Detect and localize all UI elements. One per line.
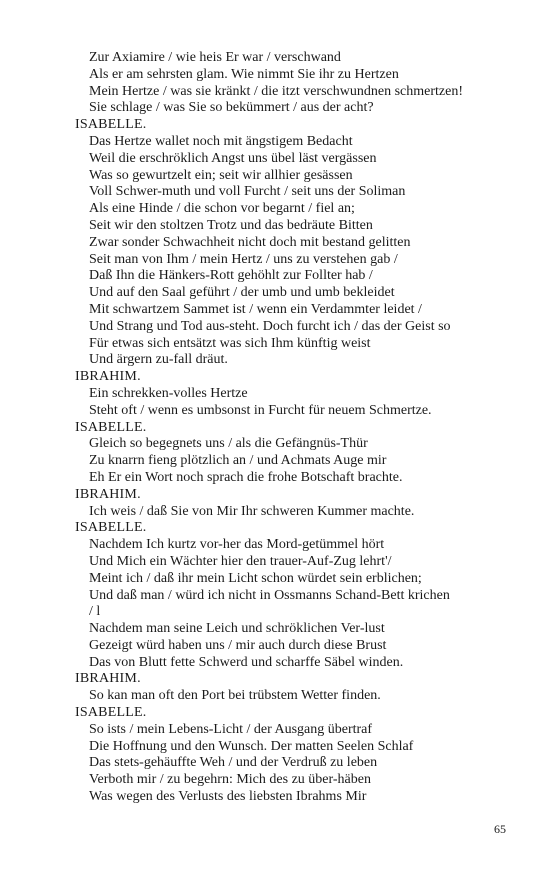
verse-line: So ists / mein Lebens-Licht / der Ausgang übertraf [89,721,373,737]
verse-line: Seit wir den stoltzen Trotz und das bedräute Bitten [89,217,373,233]
verse-line: Nachdem man seine Leich und schröklichen Ver-lust [89,621,385,637]
verse-line: Als er am sehrsten glam. Wie nimmt Sie ihr zu Hertzen [89,66,399,82]
verse-line: Nachdem Ich kurtz vor-her das Mord-getümmel hört [89,537,385,553]
verse-line: Verboth mir / zu begehrn: Mich des zu über-häben [89,772,371,788]
verse-line: Das Hertze wallet noch mit ängstigem Bedacht [89,133,353,149]
verse-line: So kan man oft den Port bei trübstem Wetter finden. [89,688,381,704]
verse-line: Zu knarrn fieng plötzlich an / und Achmats Auge mir [89,453,387,469]
speaker-name: ISABELLE. [75,117,147,133]
speaker-name: IBRAHIM. [75,671,141,687]
verse-line: Was so gewurtzelt ein; seit wir allhier gesässen [89,167,353,183]
verse-line: Und Strang und Tod aus-steht. Doch furcht ich / das der Geist so [89,318,451,334]
verse-line: Und auf den Saal geführt / der umb und umb bekleidet [89,285,395,301]
verse-line: Gezeigt würd haben uns / mir auch durch diese Brust [89,637,387,653]
verse-line: Und ärgern zu-fall dräut. [89,352,228,368]
verse-line: Voll Schwer-muth und voll Furcht / seit uns der Soliman [89,184,406,200]
verse-line: Steht oft / wenn es umbsonst in Furcht für neuem Schmertze. [89,402,432,418]
verse-line: Mein Hertze / was sie kränkt / die itzt verschwundnen schmertzen! [89,83,463,99]
speaker-name: ISABELLE. [75,419,147,435]
verse-line: Das stets-gehäuffte Weh / und der Verdruß zu leben [89,755,378,771]
verse-line: Was wegen des Verlusts des liebsten Ibrahms Mir [89,789,367,805]
verse-line: Ein schrekken-volles Hertze [89,385,248,401]
speaker-name: IBRAHIM. [75,369,141,385]
verse-line: Für etwas sich entsätzt was sich Ihm künftig weist [89,335,371,351]
page-number: 65 [494,822,506,836]
verse-line: Und daß man / würd ich nicht in Ossmanns Schand-Bett krichen [89,587,450,603]
verse-line: Eh Er ein Wort noch sprach die frohe Botschaft brachte. [89,469,403,485]
verse-line: Sie schlage / was Sie so bekümmert / aus der acht? [89,100,374,116]
verse-line: Seit man von Ihm / mein Hertz / uns zu verstehen gab / [89,251,398,267]
verse-line: Als eine Hinde / die schon vor begarnt / fiel an; [89,201,355,217]
verse-line: / l [89,604,101,620]
verse-line: Gleich so begegnets uns / als die Gefängnüs-Thür [89,436,368,452]
verse-line: Weil die erschröklich Angst uns übel läst vergässen [89,150,377,166]
verse-line: Meint ich / daß ihr mein Licht schon würdet sein erblichen; [89,570,422,586]
speaker-name: IBRAHIM. [75,486,141,502]
verse-line: Und Mich ein Wächter hier den trauer-Auf-Zug lehrt'/ [89,553,392,569]
verse-line: Das von Blutt fette Schwerd und scharffe Säbel winden. [89,654,404,670]
verse-line: Ich weis / daß Sie von Mir Ihr schweren Kummer machte. [89,503,415,519]
verse-line: Zur Axiamire / wie heis Er war / verschwand [89,50,341,65]
verse-line: Daß Ihn die Hänkers-Rott gehöhlt zur Follter hab / [89,268,373,284]
speaker-name: ISABELLE. [75,520,147,536]
play-text-block [75,50,515,806]
verse-line: Die Hoffnung und den Wunsch. Der matten Seelen Schlaf [89,738,414,754]
speaker-name: ISABELLE. [75,705,147,721]
verse-line: Mit schwartzem Sammet ist / wenn ein Verdammter leidet / [89,301,422,317]
verse-line: Zwar sonder Schwachheit nicht doch mit bestand gelitten [89,234,411,250]
